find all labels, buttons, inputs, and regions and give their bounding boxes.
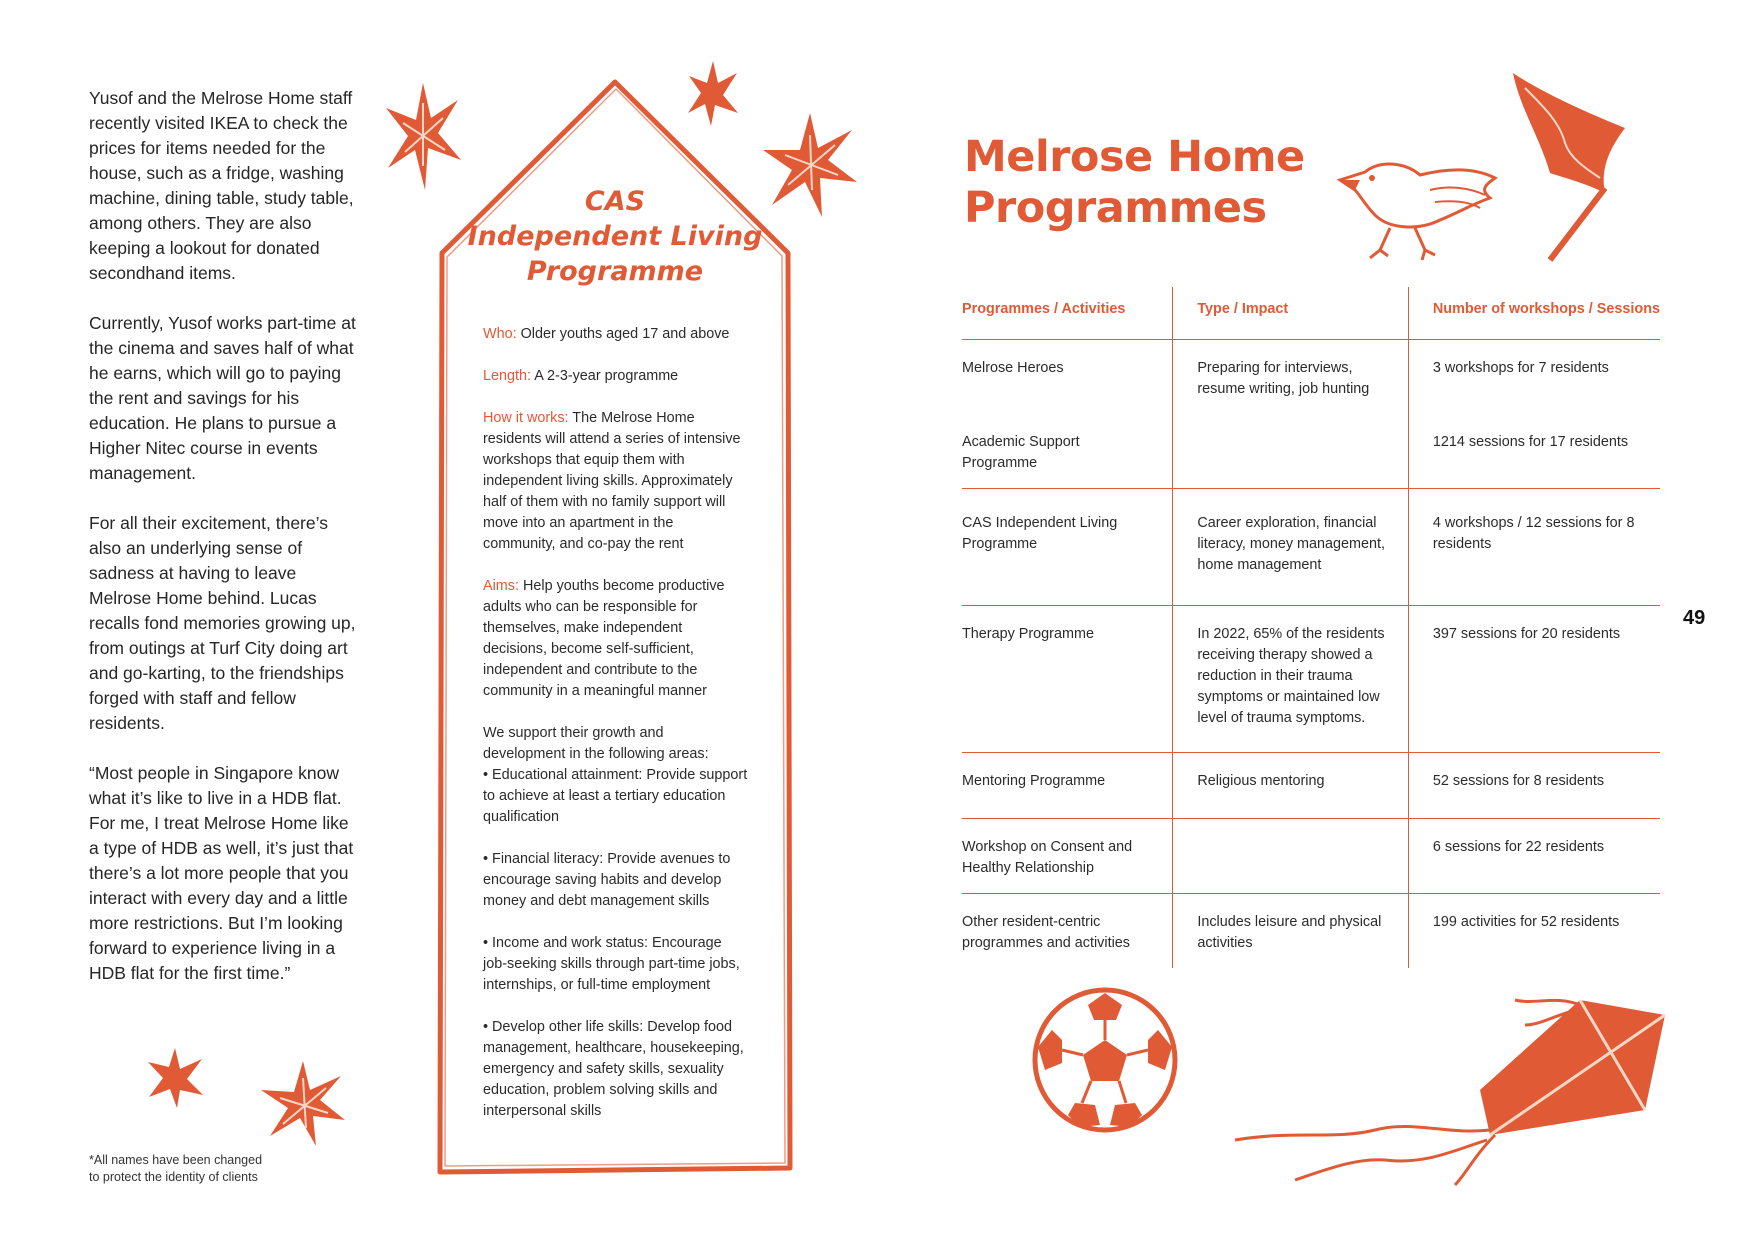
paragraph: For all their excitement, there’s also an underlying sense of sadness at having to leave Melrose Home behind. Lucas recalls fond memories growing up, from outings at Turf City doing art and go-karting, to the friendships forged with staff and fellow residents. [89,513,356,733]
length-block: Length: A 2-3-year programme [483,368,679,384]
table-cell: 4 workshops / 12 sessions for 8 residents [1408,488,1660,605]
table-cell [1173,414,1409,489]
table-header-row [962,287,1660,339]
how-it-works-block: How it works: The Melrose Home residents will attend a series of intensive workshops that equip them with independent living skills. Approximately half of them with no family support will move into an apartment in the community, and co-pay the rent [483,410,741,552]
table-cell: Workshop on Consent and Healthy Relationship [962,818,1173,893]
kite-icon [1225,990,1680,1190]
table-cell: Preparing for interviews, resume writing, job hunting [1173,339,1409,414]
page-title: Melrose Home Programmes [964,132,1305,233]
table-row [962,605,1660,752]
table-cell: 52 sessions for 8 residents [1408,752,1660,818]
quote-paragraph: “Most people in Singapore know what it’s like to live in a HDB flat. For me, I treat Melrose Home like a type of HDB as well, it’s just that there’s a lot more people that you interact with every day and a little more restrictions. But I’m looking forward to experience living in a HDB flat for the first time.” [89,763,354,983]
bird-icon [1330,150,1510,270]
who-block: Who: Older youths aged 17 and above [483,326,730,342]
bullet-item: • Income and work status: Encourage job-seeking skills through part-time jobs, internships, or full-time employment [483,935,740,993]
star-icon [145,1045,205,1110]
table-cell: Therapy Programme [962,605,1173,752]
footnote: *All names have been changed to protect the identity of clients [89,1153,263,1184]
page-number: 49 [1683,607,1706,629]
table-cell: Career exploration, financial literacy, money management, home management [1173,488,1409,605]
table-cell: 199 activities for 52 residents [1432,913,1620,930]
football-icon [1030,985,1180,1135]
bullet-item: • Develop other life skills: Develop food management, healthcare, housekeeping, emergency and safety skills, sexuality education, problem solving skills and interpersonal skills [483,1019,744,1119]
bullet-item: • Educational attainment: Provide support to achieve at least a tertiary education qualification [483,767,748,825]
header-sessions: Number of workshops / Sessions [1408,287,1660,339]
table-cell: Religious mentoring [1173,752,1409,818]
bullet-item: • Financial literacy: Provide avenues to encourage saving habits and develop money and debt management skills [483,851,731,909]
table-cell [1173,818,1409,893]
table-row [962,488,1660,605]
table-cell: 397 sessions for 20 residents [1408,605,1660,752]
table-row [962,818,1660,893]
paragraph: Currently, Yusof works part-time at the cinema and saves half of what he earns, which will go to paying the rent and savings for his education. He plans to pursue a Higher Nitec course in events management. [89,313,356,483]
programmes-table [962,287,1660,968]
header-programmes: Programmes / Activities [962,287,1173,339]
table-cell: 6 sessions for 22 residents [1408,818,1660,893]
table-cell: Mentoring Programme [962,752,1173,818]
left-column-text [89,86,359,1011]
support-intro: We support their growth and development in the following areas: [483,725,709,762]
table-row [962,414,1660,489]
table-cell: In 2022, 65% of the residents receiving therapy showed a reduction in their trauma symptoms or maintained low level of trauma symptoms. [1173,605,1409,752]
table-row [962,752,1660,818]
flag-icon [1505,68,1630,263]
header-type: Type / Impact [1173,287,1409,339]
table-cell: Other resident-centric programmes and activities [962,893,1173,968]
star-icon [258,1058,348,1148]
house-body-text [483,324,748,1143]
table-cell: 3 workshops for 7 residents [1432,359,1609,376]
paragraph: Yusof and the Melrose Home staff recently visited IKEA to check the prices for items needed for the house, such as a fridge, washing machine, dining table, study table, among others. They are also keeping a lookout for donated secondhand items. [89,88,354,283]
table-cell: Includes leisure and physical activities [1173,893,1409,968]
table-row [962,339,1660,414]
table-cell: 1214 sessions for 17 residents [1408,414,1660,489]
table-cell: Academic Support Programme [962,414,1173,489]
house-title: CAS Independent Living Programme [467,186,763,287]
table-row [962,893,1660,968]
aims-block: Aims: Help youths become productive adults who can be responsible for themselves, make independent decisions, become self-sufficient, independent and contribute to the community in a meaningful manner [483,578,725,699]
table-cell: Melrose Heroes [962,339,1173,414]
table-cell: CAS Independent Living Programme [962,488,1173,605]
